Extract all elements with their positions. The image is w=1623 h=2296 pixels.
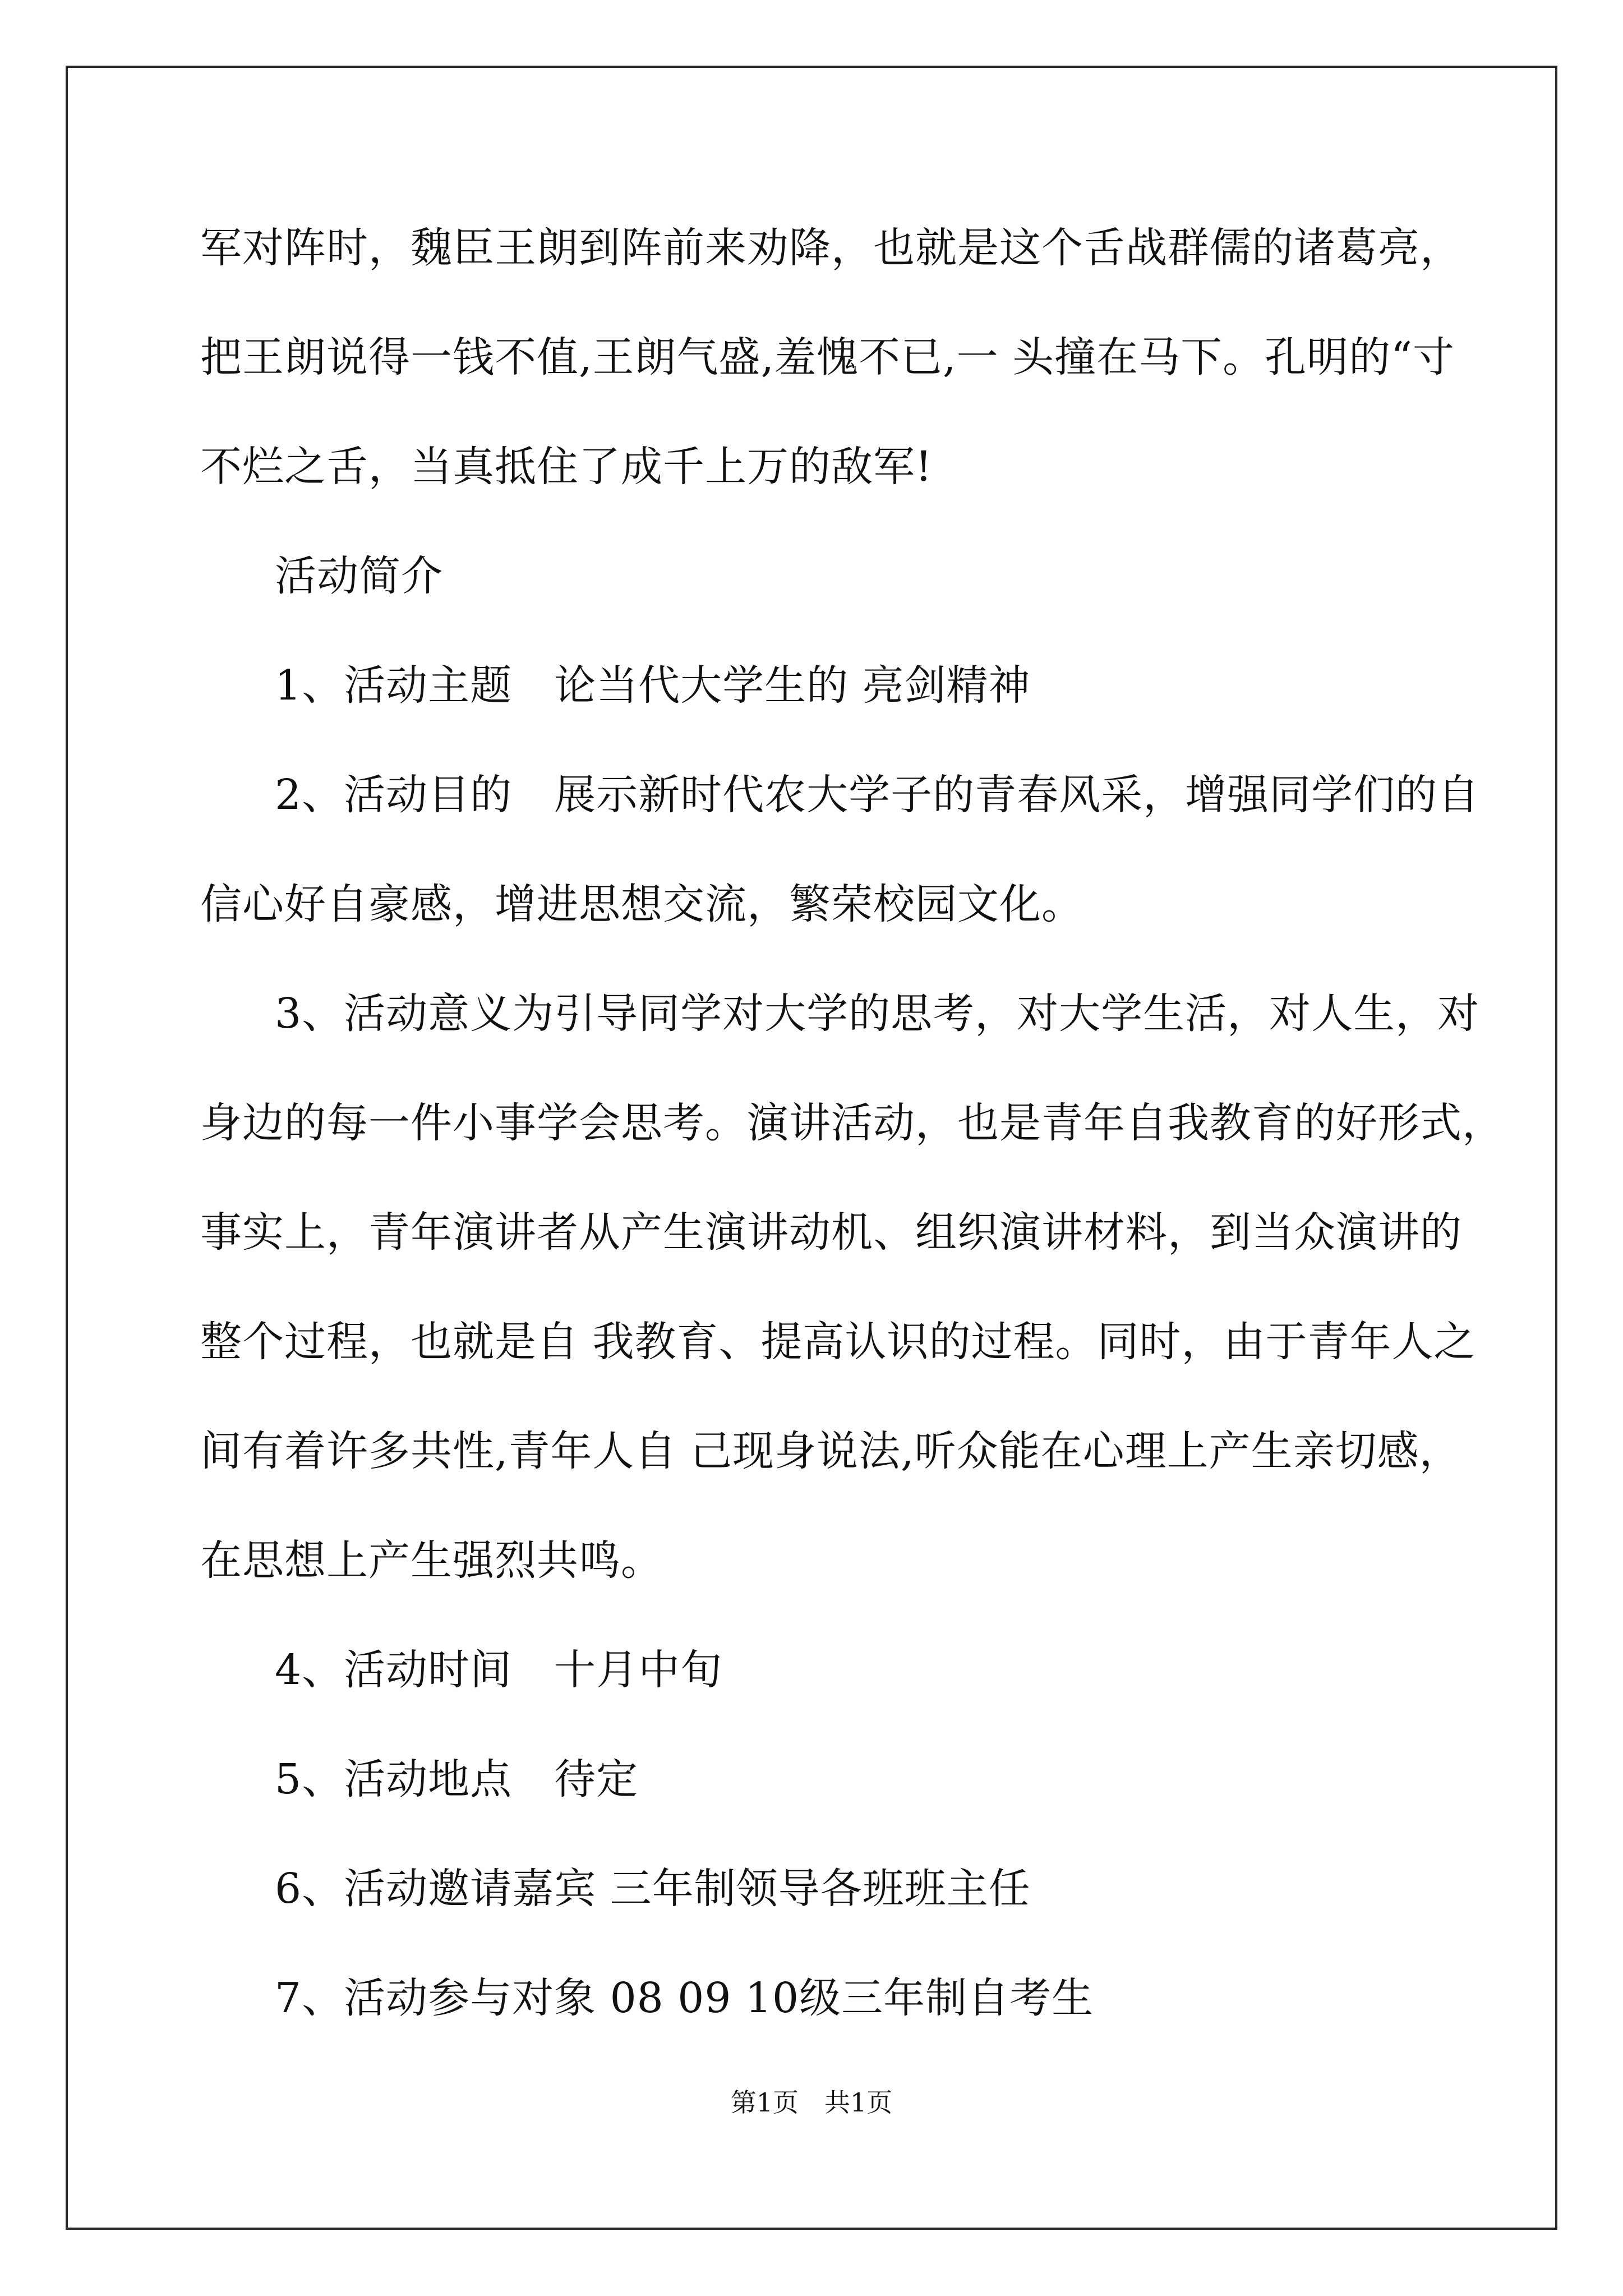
body-line: 整个过程，也就是自 我教育、提高认识的过程。同时，由于青年人之 [200,1318,1476,1366]
list-item: 5、活动地点 待定 [275,1755,639,1803]
list-item: 1、活动主题 论当代大学生的 亮剑精神 [275,661,1031,710]
body-line: 信心好自豪感，增进思想交流，繁荣校园文化。 [200,880,1083,928]
body-line: 身边的每一件小事学会思考。演讲活动，也是青年自我教育的好形式， [200,1099,1504,1147]
body-line: 在思想上产生强烈共鸣。 [200,1536,663,1585]
list-item: 7、活动参与对象 08 09 10级三年制自考生 [275,1974,1094,2022]
body-line: 军对阵时，魏臣王朗到阵前来劝降，也就是这个舌战群儒的诸葛亮， [200,224,1462,272]
list-item: 2、活动目的 展示新时代农大学子的青春风采，增强同学们的自 [275,771,1480,819]
body-line: 事实上，青年演讲者从产生演讲动机、组织演讲材料，到当众演讲的 [200,1208,1462,1257]
list-item: 6、活动邀请嘉宾 三年制领导各班班主任 [275,1865,1031,1913]
body-line: 把王朗说得一钱不值,王朗气盛,羞愧不已,一 头撞在马下。孔明的“寸 [200,333,1455,381]
list-item: 4、活动时间 十月中旬 [275,1646,723,1694]
body-line: 间有着许多共性,青年人自 己现身说法,听众能在心理上产生亲切感， [200,1427,1461,1475]
list-item: 3、活动意义为引导同学对大学的思考，对大学生活，对人生，对 [275,990,1480,1038]
body-line: 不烂之舌，当真抵住了成千上万的敌军! [200,443,933,491]
page-footer: 第1页 共1页 [730,2087,893,2118]
section-heading: 活动简介 [275,552,443,600]
